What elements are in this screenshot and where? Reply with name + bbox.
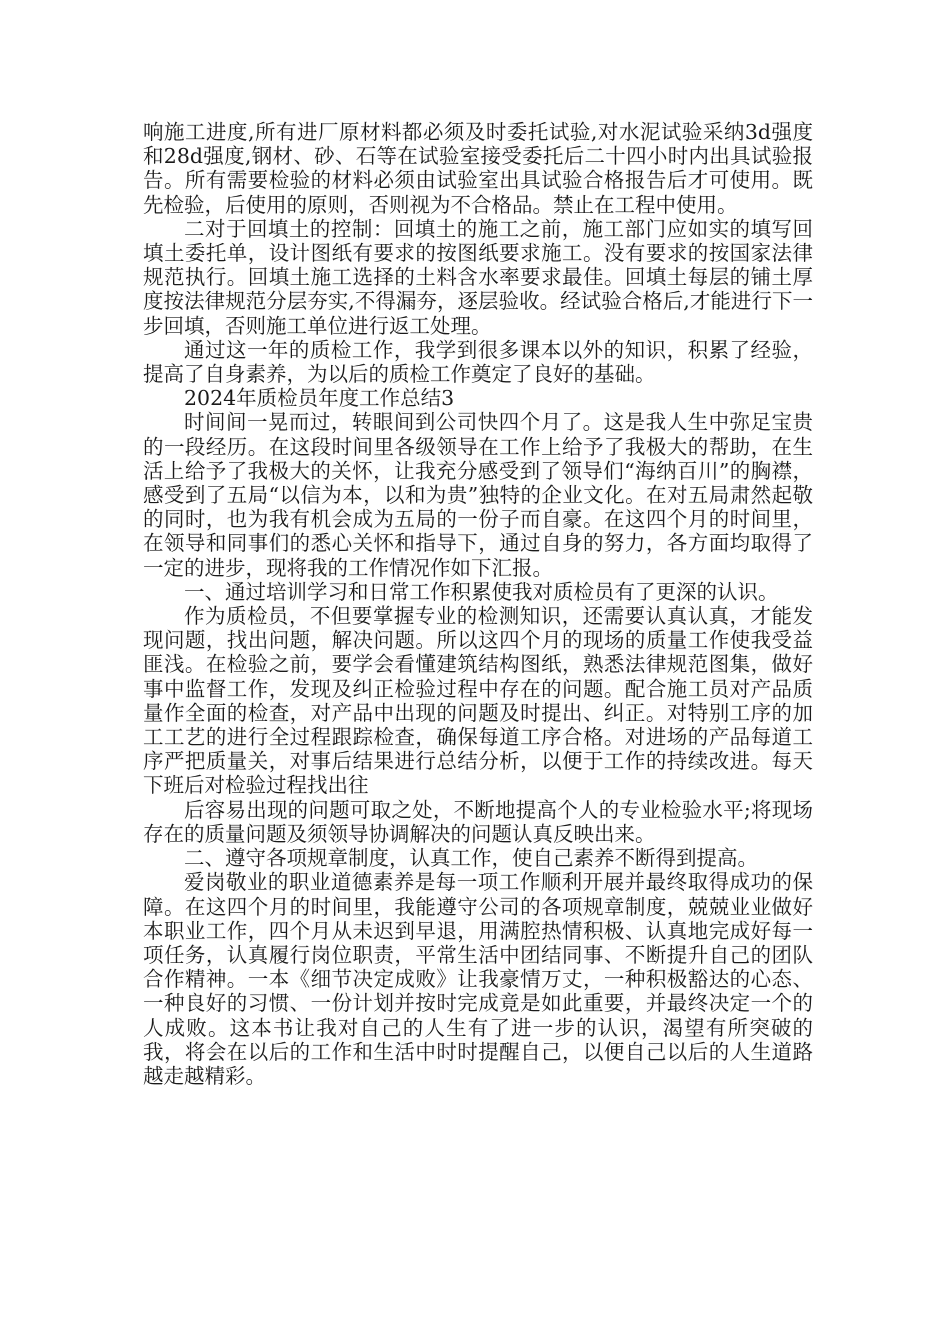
section-heading: 2024年质检员年度工作总结3 bbox=[184, 386, 455, 411]
paragraph-heading-training: 一、通过培训学习和日常工作积累使我对质检员有了更深的认识。 bbox=[184, 579, 779, 604]
paragraph-continuation: 后容易出现的问题可取之处，不断地提高个人的专业检验水平;将现场存在的质量问题及须领导协调解决的问题认真反映出来。 bbox=[143, 797, 813, 846]
document-body bbox=[143, 120, 813, 1088]
paragraph-backfill-control: 二对于回填土的控制：回填土的施工之前，施工部门应如实的填写回填土委托单，设计图纸有要求的按图纸要求施工。没有要求的按国家法律规范执行。回填土施工选择的土料含水率要求最佳。回填土每层的铺土厚度按法律规范分层夯实,不得漏夯，逐层验收。经试验合格后,才能进行下一步回填，否则施工单位进行返工处理。 bbox=[143, 216, 813, 338]
paragraph-heading-rules: 二、遵守各项规章制度，认真工作，使自己素养不断得到提高。 bbox=[184, 846, 758, 871]
paragraph-intro: 时间间一晃而过，转眼间到公司快四个月了。这是我人生中弥足宝贵的一段经历。在这段时间里各级领导在工作上给予了我极大的帮助，在生活上给予了我极大的关怀，让我充分感受到了领导们“海纳百川”的胸襟，感受到了五局“以信为本，以和为贵”独特的企业文化。在对五局肃然起敬的同时，也为我有机会成为五局的一份子而自豪。在这四个月的时间里，在领导和同事们的悉心关怀和指导下，通过自身的努力，各方面均取得了一定的进步，现将我的工作情况作如下汇报。 bbox=[143, 410, 813, 580]
paragraph-year-summary: 通过这一年的质检工作，我学到很多课本以外的知识，积累了经验，提高了自身素养，为以后的质检工作奠定了良好的基础。 bbox=[143, 337, 813, 387]
paragraph-materials-testing: 响施工进度,所有进厂原材料都必须及时委托试验,对水泥试验采纳3d强度和28d强度,钢材、砂、石等在试验室接受委托后二十四小时内出具试验报告。所有需要检验的材料必须由试验室出具试验合格报告后才可使用。既先检验，后使用的原则，否则视为不合格品。禁止在工程中使用。 bbox=[143, 120, 813, 217]
paragraph-inspector-duties: 作为质检员，不但要掌握专业的检测知识，还需要认真认真，才能发现问题，找出问题，解决问题。所以这四个月的现场的质量工作使我受益匪浅。在检验之前，要学会看懂建筑结构图纸，熟悉法律规范图集，做好事中监督工作，发现及纠正检验过程中存在的问题。配合施工员对产品质量作全面的检查，对产品中出现的问题及时提出、纠正。对特别工序的加工工艺的进行全过程跟踪检查，确保每道工序合格。对进场的产品每道工序严把质量关，对事后结果进行总结分析，以便于工作的持续改进。每天下班后对检验过程找出往 bbox=[143, 604, 813, 798]
paragraph-professional-ethics: 爱岗敬业的职业道德素养是每一项工作顺利开展并最终取得成功的保障。在这四个月的时间里，我能遵守公司的各项规章制度，兢兢业业做好本职业工作，四个月从未迟到早退，用满腔热情积极、认真地完成好每一项任务，认真履行岗位职责，平常生活中团结同事、不断提升自己的团队合作精神。一本《细节决定成败》让我豪情万丈，一种积极豁达的心态、一种良好的习惯、一份计划并按时完成竟是如此重要，并最终决定一个的人成败。这本书让我对自己的人生有了进一步的认识，渴望有所突破的我，将会在以后的工作和生活中时时提醒自己，以便自己以后的人生道路越走越精彩。 bbox=[143, 870, 813, 1088]
